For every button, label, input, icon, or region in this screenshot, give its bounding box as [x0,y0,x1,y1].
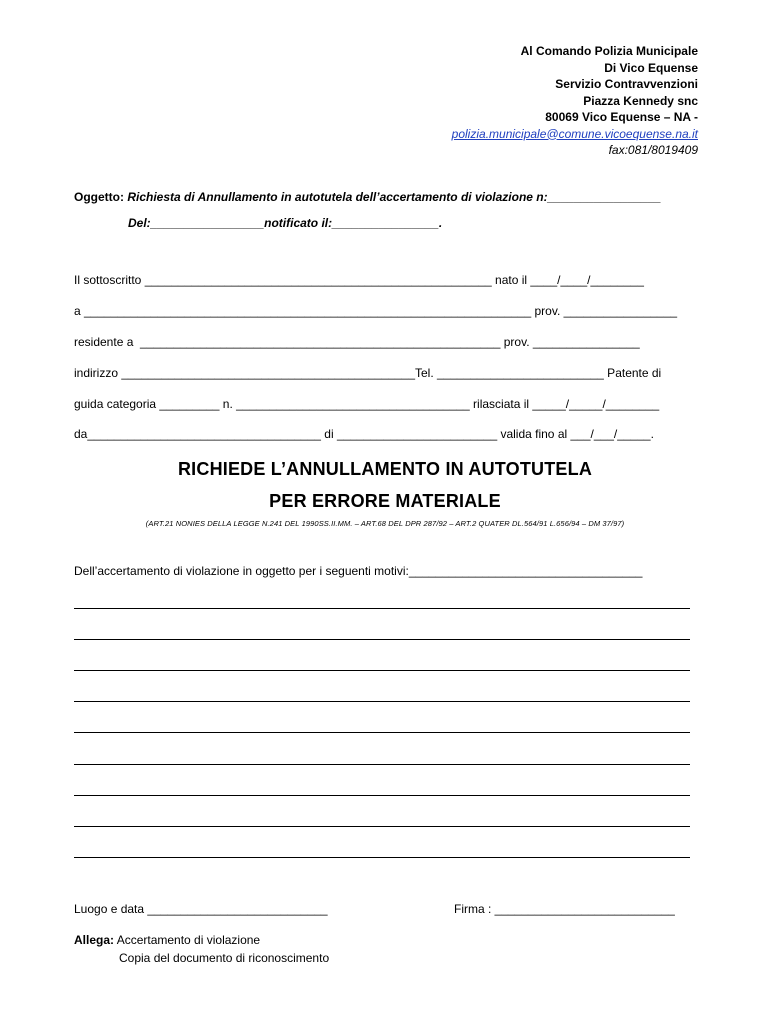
attachment-1: Accertamento di violazione [114,933,261,947]
form-line-sottoscritto: Il sottoscritto ____________________________________________________ nato il ____/____/________ [74,273,644,287]
subject-text: Richiesta di Annullamento in autotutela dell’accertamento di violazione n:_________________ [124,190,662,204]
motive-blank-line[interactable] [74,639,690,640]
motive-blank-line[interactable] [74,608,690,609]
address-line-5: 80069 Vico Equense – NA - [545,110,698,124]
place-date-field: Luogo e data ___________________________ [74,902,328,916]
motive-blank-line[interactable] [74,857,690,858]
subject-label: Oggetto: [74,190,124,204]
form-line-address: indirizzo ____________________________________________Tel. _________________________ Patente di [74,366,662,380]
heading-title-1: RICHIEDE L’ANNULLAMENTO IN AUTOTUTELA [177,459,593,479]
address-line-3: Servizio Contravvenzioni [555,77,698,91]
signature-field: Firma : ___________________________ [454,902,675,916]
attachment-2: Copia del documento di riconoscimento [119,951,330,965]
motives-intro: Dell’accertamento di violazione in oggetto per i seguenti motivi:___________________________________ [74,564,643,578]
motive-blank-line[interactable] [74,826,690,827]
recipient-address [452,43,698,159]
motive-blank-line[interactable] [74,670,690,671]
email-link[interactable]: polizia.municipale@comune.vicoequense.na.it [451,126,698,141]
subject-line-2: Del:_________________notificato il:________________. [128,216,443,230]
subject-line [74,190,661,204]
heading-legal-reference: (ART.21 NONIES DELLA LEGGE N.241 DEL 1990SS.II.MM. – ART.68 DEL DPR 287/92 – ART.2 QUATER DL.564/91 L.656/94 – DM 37/97) [145,519,625,528]
heading-title-2: PER ERRORE MATERIALE [269,491,501,511]
motive-blank-line[interactable] [74,732,690,733]
address-line-1: Al Comando Polizia Municipale [520,44,698,58]
form-line-issuer: da___________________________________ di ________________________ valida fino al ___/___/_____. [74,427,654,441]
address-line-2: Di Vico Equense [604,60,698,75]
address-line-4: Piazza Kennedy snc [583,93,698,108]
form-line-residence: residente a ______________________________________________________ prov. ________________ [74,335,640,349]
form-line-license: guida categoria _________ n. ___________________________________ rilasciata il _____/_____/________ [74,397,660,411]
attachments-line [74,933,260,947]
motive-blank-line[interactable] [74,764,690,765]
form-line-birthplace: a ___________________________________________________________________ prov. _________________ [74,304,678,318]
fax-number: fax:081/8019409 [608,143,698,157]
motive-blank-line[interactable] [74,795,690,796]
motive-blank-line[interactable] [74,701,690,702]
attachments-label: Allega: [74,933,115,947]
